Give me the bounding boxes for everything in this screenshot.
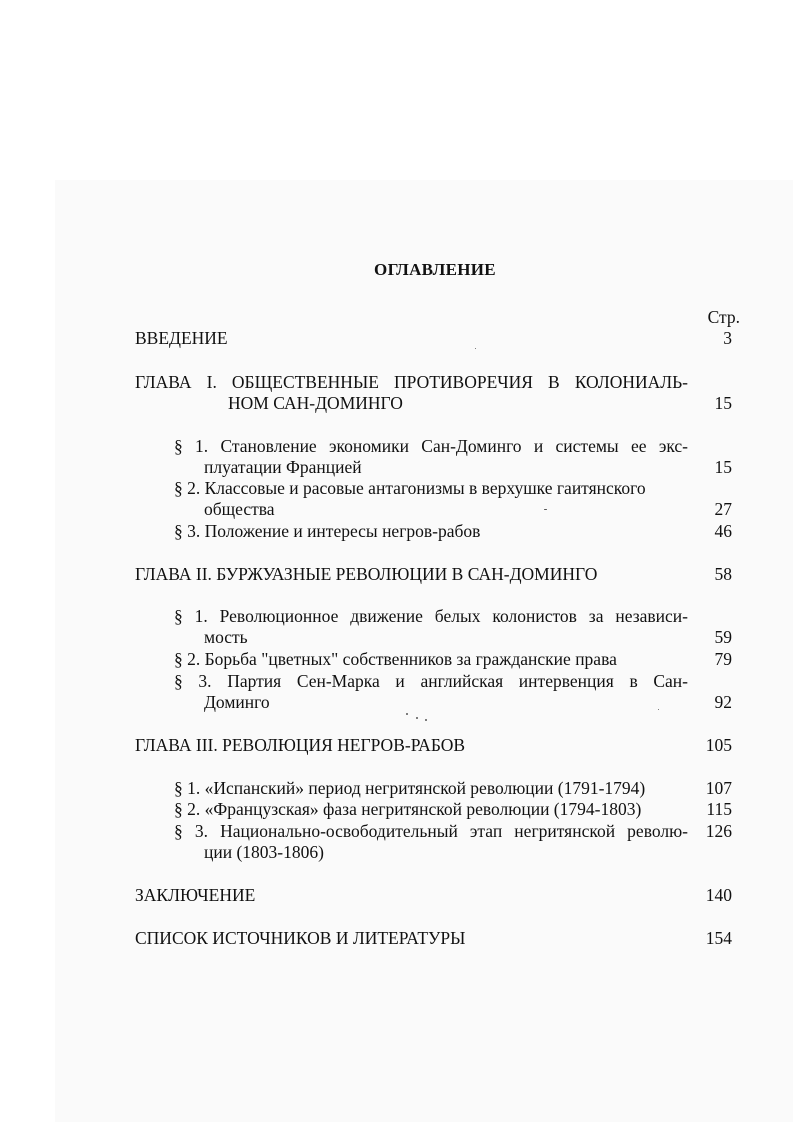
page-number: 59 <box>714 627 732 647</box>
toc-section-2-3-line1: § 3. Партия Сен-Марка и английская интервенция в Сан- <box>174 671 688 691</box>
toc-section-2-3-line2: Доминго <box>204 692 270 712</box>
toc-section-3-2: § 2. «Французская» фаза негритянской революции (1794-1803) <box>174 799 642 819</box>
scan-speck <box>425 719 427 721</box>
toc-section-3-3-line2: ции (1803-1806) <box>204 842 324 862</box>
toc-chapter-1-line1: ГЛАВА I. ОБЩЕСТВЕННЫЕ ПРОТИВОРЕЧИЯ В КОЛОНИАЛЬ- <box>135 372 688 392</box>
toc-chapter-1-line2: НОМ САН-ДОМИНГО <box>228 393 403 413</box>
page-number: 79 <box>714 649 732 669</box>
toc-chapter-2: ГЛАВА II. БУРЖУАЗНЫЕ РЕВОЛЮЦИИ В САН-ДОМИНГО <box>135 564 598 584</box>
page-number: 15 <box>714 457 732 477</box>
toc-section-3-3-line1: § 3. Национально-освободительный этап негритянской револю- <box>174 821 688 841</box>
page-number: 92 <box>714 692 732 712</box>
toc-section-1-2-line1: § 2. Классовые и расовые антагонизмы в верхушке гаитянского <box>174 478 646 498</box>
page-number: 126 <box>705 821 732 841</box>
toc-section-1-1-line1: § 1. Становление экономики Сан-Доминго и системы ее экс- <box>174 436 688 456</box>
scan-speck <box>406 713 408 715</box>
toc-entry-conclusion: ЗАКЛЮЧЕНИЕ <box>135 885 256 905</box>
toc-section-1-3: § 3. Положение и интересы негров-рабов <box>174 521 481 541</box>
toc-section-2-1-line1: § 1. Революционное движение белых колонистов за независи- <box>174 606 688 626</box>
toc-entry-introduction: ВВЕДЕНИЕ <box>135 328 228 348</box>
page-column-label: Стр. <box>707 307 740 327</box>
toc-section-3-1: § 1. «Испанский» период негритянской революции (1791-1794) <box>174 778 646 798</box>
scan-speck <box>658 709 659 710</box>
toc-section-1-2-line2: общества <box>204 499 275 519</box>
toc-section-2-1-line2: мость <box>204 627 248 647</box>
page-number: 15 <box>714 393 732 413</box>
toc-title: ОГЛАВЛЕНИЕ <box>374 260 496 279</box>
page-number: 154 <box>705 928 732 948</box>
page-number: 3 <box>723 328 732 348</box>
page-number: 105 <box>705 735 732 755</box>
scan-speck <box>544 509 547 510</box>
toc-section-1-1-line2: плуатации Францией <box>204 457 362 477</box>
page-number: 115 <box>706 799 732 819</box>
page-number: 140 <box>705 885 732 905</box>
scan-speck <box>416 717 418 719</box>
page-number: 46 <box>714 521 732 541</box>
page-number: 107 <box>705 778 732 798</box>
page-number: 58 <box>714 564 732 584</box>
toc-section-2-2: § 2. Борьба "цветных" собственников за гражданские права <box>174 649 617 669</box>
scan-speck <box>475 348 476 349</box>
toc-chapter-3: ГЛАВА III. РЕВОЛЮЦИЯ НЕГРОВ-РАБОВ <box>135 735 466 755</box>
toc-entry-sources: СПИСОК ИСТОЧНИКОВ И ЛИТЕРАТУРЫ <box>135 928 466 948</box>
page-number: 27 <box>714 499 732 519</box>
